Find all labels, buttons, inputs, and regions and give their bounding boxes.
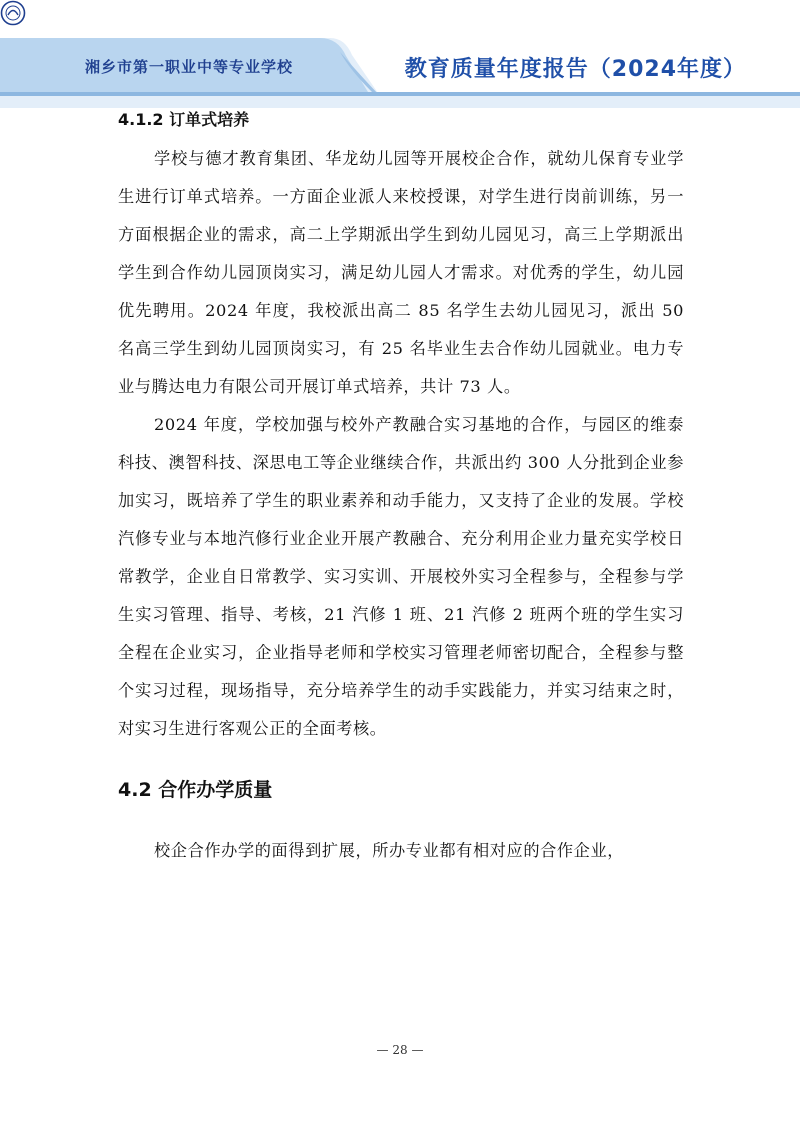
school-name: 湘乡市第一职业中等专业学校 bbox=[85, 58, 294, 76]
page-header bbox=[0, 0, 800, 110]
paragraph: 学校与德才教育集团、华龙幼儿园等开展校企合作，就幼儿保育专业学生进行订单式培养。一方面企业派人来校授课，对学生进行岗前训练，另一方面根据企业的需求，高二上学期派出学生到幼儿园见习，高三上学期派出学生到合作幼儿园顶岗实习，满足幼儿园人才需求。对优秀的学生，幼儿园优先聘用。2024 年度，我校派出高二 85 名学生去幼儿园见习，派出 50 名高三学生到幼儿园顶岗实习，有 25 名毕业生去合作幼儿园就业。电力专业与腾达电力有限公司开展订单式培养，共计 73 人。 bbox=[118, 149, 684, 396]
school-logo-icon bbox=[0, 0, 26, 26]
section-heading-4-2: 4.2 合作办学质量 bbox=[118, 779, 273, 801]
paragraph: 2024 年度，学校加强与校外产教融合实习基地的合作，与园区的维泰科技、澳智科技、深思电工等企业继续合作，共派出约 300 人分批到企业参加实习，既培养了学生的职业素养和动手能力，又支持了企业的发展。学校汽修专业与本地汽修行业企业开展产教融合、充分利用企业力量充实学校日常教学，企业自日常教学、实习实训、开展校外实习全程参与，全程参与学生实习管理、指导、考核，21 汽修 1 班、21 汽修 2 班两个班的学生实习全程在企业实习，企业指导老师和学校实习管理老师密切配合，全程参与整个实习过程，现场指导，充分培养学生的动手实践能力，并实习结束之时，对实习生进行客观公正的全面考核。 bbox=[118, 415, 684, 738]
section-heading-4-1-2: 4.1.2 订单式培养 bbox=[118, 110, 250, 129]
page-content bbox=[118, 100, 684, 870]
page-number: — 28 — bbox=[376, 1043, 424, 1057]
paragraph: 校企合作办学的面得到扩展，所办专业都有相对应的合作企业， bbox=[154, 841, 625, 860]
report-title: 教育质量年度报告（2024年度） bbox=[404, 57, 746, 82]
